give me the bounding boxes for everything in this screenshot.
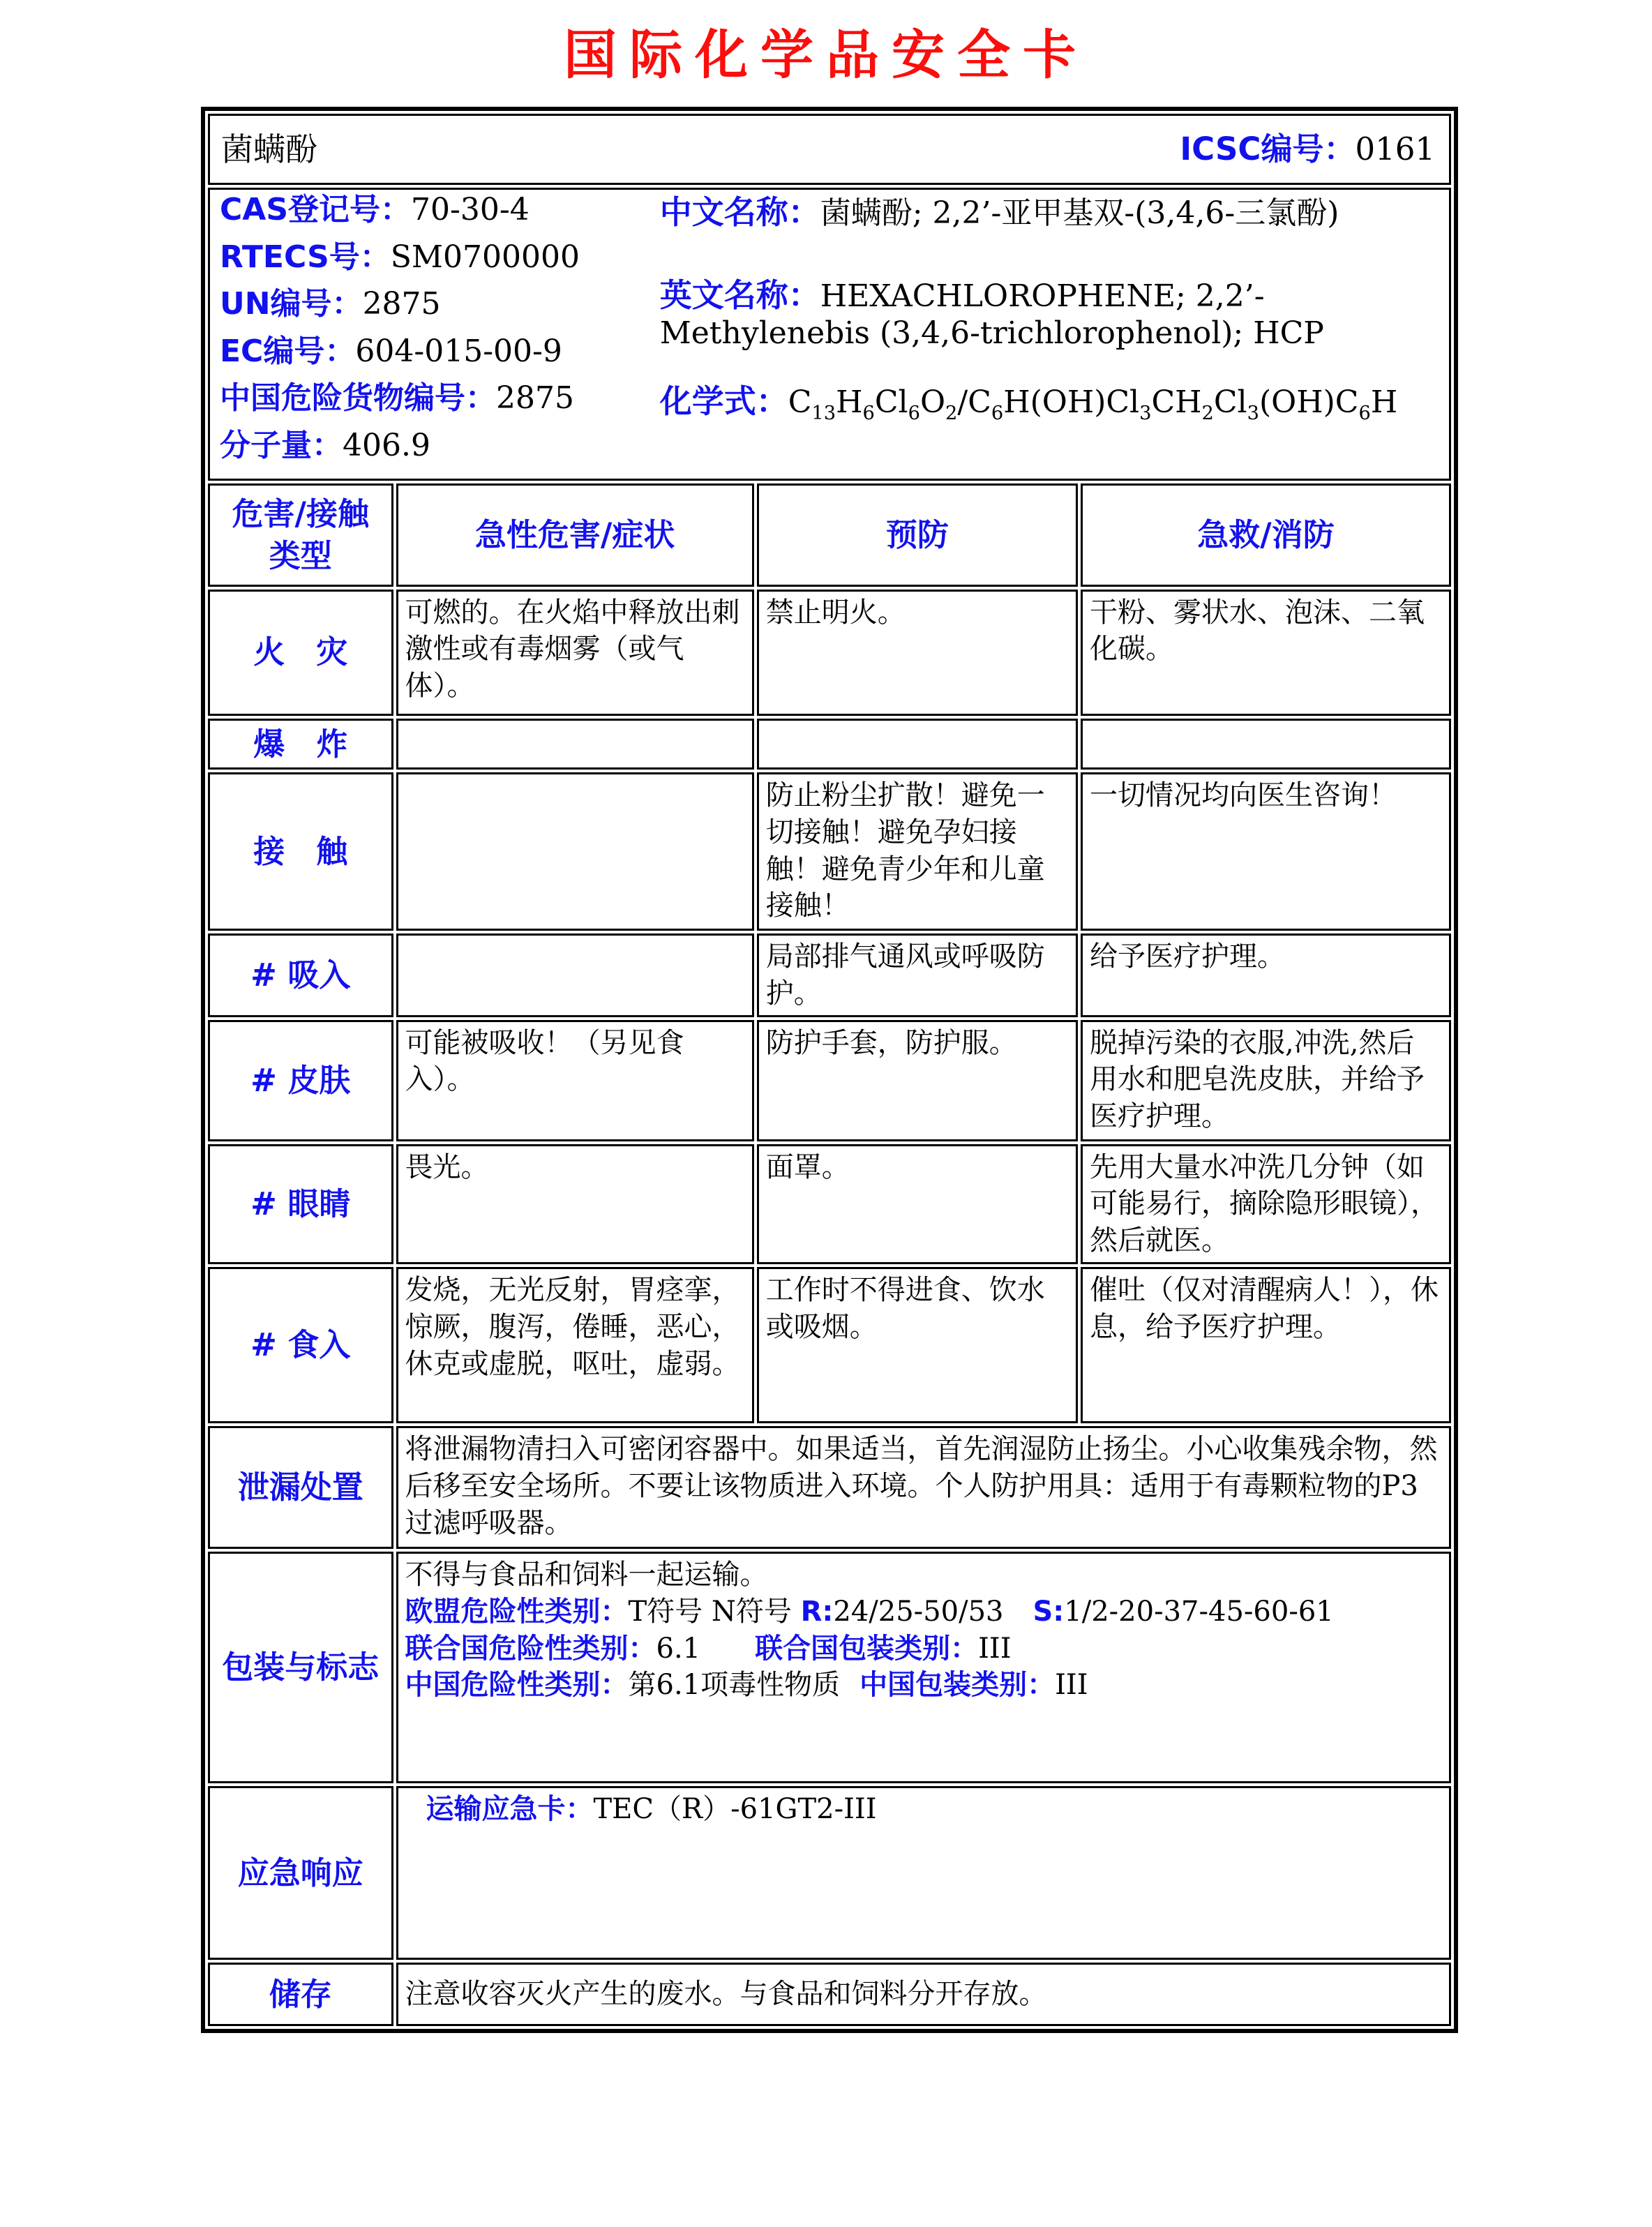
identifier-list — [217, 193, 660, 476]
inhalation-symptoms — [396, 933, 754, 1017]
header-symptoms: 急性危害/症状 — [396, 483, 754, 587]
packaging-row — [208, 1552, 1451, 1783]
storage-text: 注意收容灭火产生的废水。与食品和饲料分开存放。 — [396, 1963, 1452, 2026]
rtecs-number-label: RTECS号： — [220, 239, 391, 275]
eyes-aid: 先用大量水冲洗几分钟（如可能易行，摘除隐形眼镜），然后就医。 — [1081, 1144, 1451, 1264]
chinese-name-value: 菌螨酚; 2,2’-亚甲基双-(3,4,6-三氯酚) — [820, 195, 1339, 231]
inhalation-prevention: 局部排气通风或呼吸防护。 — [757, 933, 1078, 1017]
ingestion-label: # 食入 — [208, 1267, 393, 1423]
identifier-row-cell — [208, 188, 1451, 481]
china-dg-number-label: 中国危险货物编号： — [220, 380, 496, 417]
china-dg-number-value: 2875 — [496, 380, 574, 417]
storage-row — [208, 1963, 1451, 2026]
eyes-label: # 眼睛 — [208, 1144, 393, 1264]
ingestion-symptoms: 发烧，无光反射，胃痉挛，惊厥，腹泻，倦睡，恶心，休克或虚脱，呕吐，虚弱。 — [396, 1267, 754, 1423]
transport-emergency-card-line — [405, 1791, 1443, 1828]
identifier-row — [208, 188, 1451, 481]
eyes-prevention: 面罩。 — [757, 1144, 1078, 1264]
english-name-value: HEXACHLOROPHENE; 2,2’-Methylenebis (3,4,6-trichlorophenol); HCP — [659, 278, 1324, 352]
spill-text: 将泄漏物清扫入可密闭容器中。如果适当，首先润湿防止扬尘。小心收集残余物，然后移至安全场所。不要让该物质进入环境。个人防护用具：适用于有毒颗粒物的P3过滤呼吸器。 — [396, 1426, 1452, 1549]
packaging-un-line — [405, 1630, 1443, 1667]
packaging-eu-line — [405, 1594, 1443, 1630]
cn-class-label: 中国危险性类别： — [405, 1669, 629, 1702]
name-row-cell — [208, 114, 1451, 185]
chemical-name: 菌螨酚 — [221, 130, 317, 168]
skin-aid: 脱掉污染的衣服,冲洗,然后用水和肥皂洗皮肤，并给予医疗护理。 — [1081, 1020, 1451, 1141]
formula-label: 化学式： — [659, 382, 788, 421]
fire-aid: 干粉、雾状水、泡沫、二氧化碳。 — [1081, 590, 1451, 716]
un-pack-label: 联合国包装类别： — [755, 1632, 979, 1665]
emergency-row — [208, 1786, 1451, 1960]
icsc-card-table — [201, 107, 1458, 2033]
ec-number-line — [220, 334, 660, 370]
explosion-aid — [1081, 719, 1451, 770]
exposure-label: 接 触 — [208, 772, 393, 931]
icsc-number-value: 0161 — [1355, 130, 1435, 168]
spill-label: 泄漏处置 — [208, 1426, 393, 1549]
rtecs-number-value: SM0700000 — [390, 239, 580, 275]
china-dg-number-line — [220, 381, 660, 417]
molecular-weight-value: 406.9 — [343, 427, 430, 463]
explosion-label: 爆 炸 — [208, 719, 393, 770]
s-phrases-label: S: — [1032, 1595, 1065, 1628]
ingestion-aid: 催吐（仅对清醒病人！），休息，给予医疗护理。 — [1081, 1267, 1451, 1423]
packaging-label: 包装与标志 — [208, 1552, 393, 1783]
inhalation-label: # 吸入 — [208, 933, 393, 1017]
hazard-row-skin — [208, 1020, 1451, 1141]
cas-number-value: 70-30-4 — [411, 192, 530, 227]
eu-class-symbols: T符号 N符号 — [628, 1595, 801, 1628]
icsc-number-field — [1180, 128, 1442, 170]
emergency-label: 应急响应 — [208, 1786, 393, 1960]
packaging-transport-note: 不得与食品和饲料一起运输。 — [405, 1558, 768, 1591]
cn-pack-value: III — [1055, 1669, 1088, 1702]
packaging-content — [396, 1552, 1452, 1783]
fire-prevention: 禁止明火。 — [757, 590, 1078, 716]
emergency-content — [396, 1786, 1452, 1960]
rtecs-number-line — [220, 240, 660, 276]
explosion-prevention — [757, 719, 1078, 770]
icsc-number-label: ICSC编号： — [1180, 130, 1356, 168]
exposure-prevention: 防止粉尘扩散！避免一切接触！避免孕妇接触！避免青少年和儿童接触！ — [757, 772, 1078, 931]
skin-prevention: 防护手套，防护服。 — [757, 1020, 1078, 1141]
inhalation-aid: 给予医疗护理。 — [1081, 933, 1451, 1017]
hazard-row-exposure — [208, 772, 1451, 931]
eyes-symptoms: 畏光。 — [396, 1144, 754, 1264]
page-title: 国际化学品安全卡 — [564, 24, 1088, 86]
hazard-row-eyes — [208, 1144, 1451, 1264]
exposure-aid: 一切情况均向医生咨询！ — [1081, 772, 1451, 931]
un-number-label: UN编号： — [220, 286, 363, 322]
english-name-label: 英文名称： — [659, 276, 820, 314]
molecular-weight-label: 分子量： — [220, 427, 343, 463]
ec-number-value: 604-015-00-9 — [355, 333, 562, 369]
s-phrases-value: 1/2-20-37-45-60-61 — [1064, 1595, 1334, 1628]
un-number-line — [220, 287, 660, 322]
hazard-row-inhalation — [208, 933, 1451, 1017]
hazard-row-explosion — [208, 719, 1451, 770]
header-hazard-type: 危害/接触类型 — [208, 483, 393, 587]
exposure-symptoms — [396, 772, 754, 931]
name-and-formula — [660, 193, 1442, 476]
fire-label: 火 灾 — [208, 590, 393, 716]
cas-number-line — [220, 193, 660, 228]
terc-label: 运输应急卡： — [426, 1792, 594, 1825]
eu-class-label: 欧盟危险性类别： — [405, 1595, 629, 1628]
un-class-value: 6.1 — [656, 1632, 701, 1665]
hazard-header-row — [208, 483, 1451, 587]
header-first-aid: 急救/消防 — [1081, 483, 1451, 587]
storage-label: 储存 — [208, 1963, 393, 2026]
ec-number-label: EC编号： — [220, 333, 356, 369]
un-class-label: 联合国危险性类别： — [405, 1632, 656, 1665]
english-name-line — [660, 276, 1442, 352]
skin-label: # 皮肤 — [208, 1020, 393, 1141]
r-phrases-value: 24/25-50/53 — [833, 1595, 1004, 1628]
explosion-symptoms — [396, 719, 754, 770]
hazard-row-fire — [208, 590, 1451, 716]
fire-symptoms: 可燃的。在火焰中释放出刺激性或有毒烟雾（或气体）。 — [396, 590, 754, 716]
spill-row — [208, 1426, 1451, 1549]
skin-symptoms: 可能被吸收！（另见食入）。 — [396, 1020, 754, 1141]
cn-class-value: 第6.1项毒性物质 — [628, 1669, 841, 1702]
packaging-cn-line — [405, 1667, 1443, 1704]
header-prevention: 预防 — [757, 483, 1078, 587]
hazard-row-ingestion — [208, 1267, 1451, 1423]
formula-line — [660, 382, 1442, 425]
terc-value: TEC（R）-61GT2-III — [593, 1792, 877, 1825]
cas-number-label: CAS登记号： — [220, 192, 412, 227]
chinese-name-label: 中文名称： — [659, 193, 820, 231]
chinese-name-line — [660, 193, 1442, 232]
cn-pack-label: 中国包装类别： — [859, 1669, 1056, 1702]
r-phrases-label: R: — [800, 1595, 834, 1628]
un-pack-value: III — [978, 1632, 1012, 1665]
un-number-value: 2875 — [362, 286, 441, 322]
molecular-weight-line — [220, 428, 660, 464]
name-row — [208, 114, 1451, 185]
formula-value: $C_{13}H_6Cl_6O_2/C_6H(OH)Cl_3CH_2Cl_3(OH)C_6H$ — [788, 384, 1398, 424]
ingestion-prevention: 工作时不得进食、饮水或吸烟。 — [757, 1267, 1078, 1423]
